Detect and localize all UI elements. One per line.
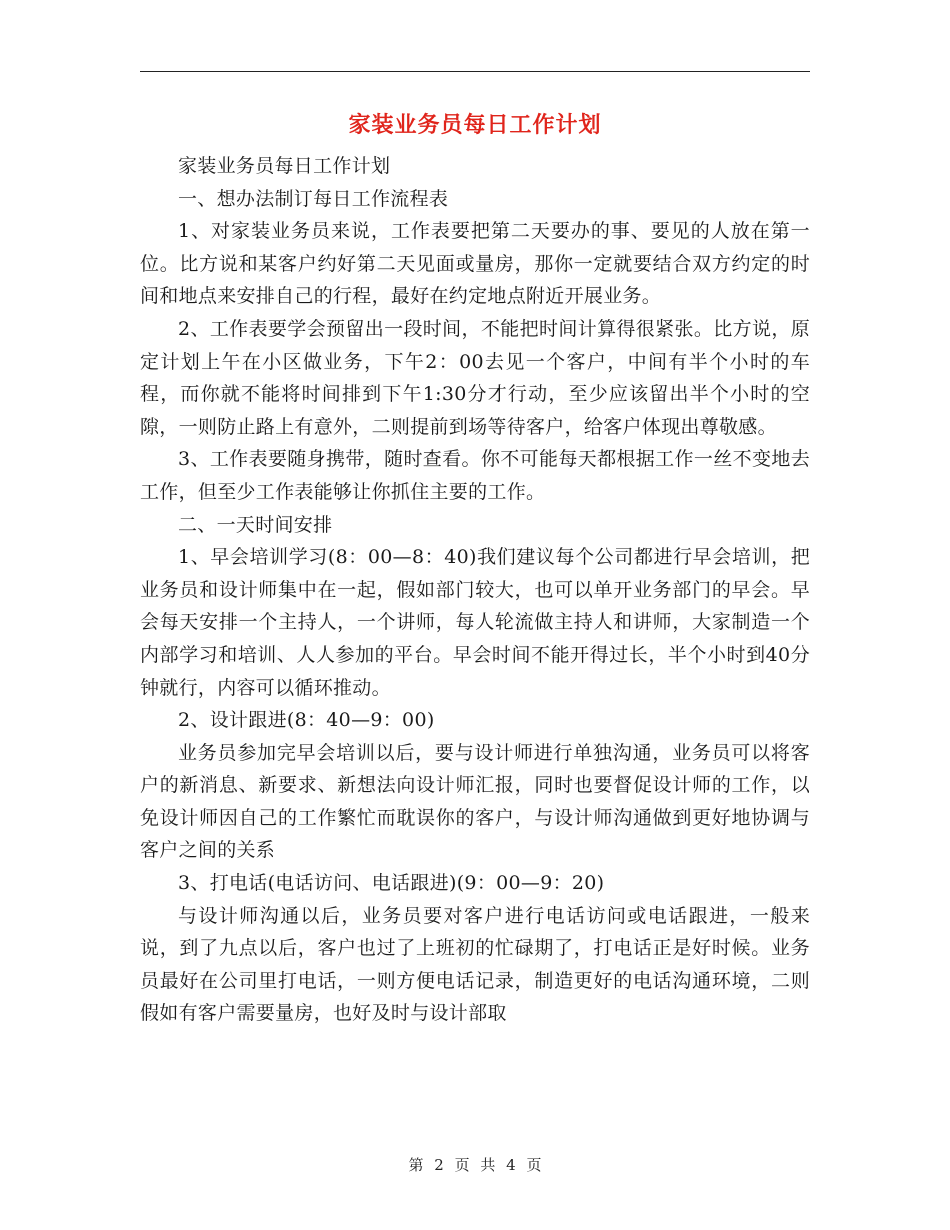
paragraph: 二、一天时间安排 [178,513,333,536]
paragraph: 3、打电话(电话访问、电话跟进)(9：00—9：20) [178,872,605,895]
paragraph: 业务员参加完早会培训以后，要与设计师进行单独沟通，业务员可以将客户的新消息、新要求、新想法向设计师汇报，同时也要督促设计师的工作，以免设计师因自己的工作繁忙而耽误你的客户，与设计师沟通做到更好地协调与客户之间的关系 [140,741,810,862]
paragraph: 2、设计跟进(8：40—9：00) [178,709,435,732]
paragraph: 1、早会培训学习(8：00—8：40)我们建议每个公司都进行早会培训，把业务员和设计师集中在一起，假如部门较大，也可以单开业务部门的早会。早会每天安排一个主持人，一个讲师，每人轮流做主持人和讲师，大家制造一个内部学习和培训、人人参加的平台。早会时间不能开得过长，半个小时到40分钟就行，内容可以循环推动。 [140,546,810,699]
paragraph: 家装业务员每日工作计划 [178,155,391,177]
document-body [140,150,810,1030]
paragraph: 3、工作表要随身携带，随时查看。你不可能每天都根据工作一丝不变地去工作，但至少工作表能够让你抓住主要的工作。 [140,448,810,503]
paragraph: 与设计师沟通以后，业务员要对客户进行电话访问或电话跟进，一般来说，到了九点以后，客户也过了上班初的忙碌期了，打电话正是好时候。业务员最好在公司里打电话，一则方便电话记录，制造更好的电话沟通环境，二则假如有客户需要量房，也好及时与设计部取 [140,904,810,1025]
header-rule [140,71,810,72]
document-title: 家装业务员每日工作计划 [348,113,602,138]
paragraph: 一、想办法制订每日工作流程表 [178,187,449,210]
paragraph: 2、工作表要学会预留出一段时间，不能把时间计算得很紧张。比方说，原定计划上午在小区做业务，下午2：00去见一个客户，中间有半个小时的车程，而你就不能将时间排到下午1:30分才行动，至少应该留出半个小时的空隙，一则防止路上有意外，二则提前到场等待客户，给客户体现出尊敬感。 [140,317,810,438]
page-number: 第 2 页 共 4 页 [408,1156,542,1174]
paragraph: 1、对家装业务员来说，工作表要把第二天要办的事、要见的人放在第一位。比方说和某客户约好第二天见面或量房，那你一定就要结合双方约定的时间和地点来安排自己的行程，最好在约定地点附近开展业务。 [140,220,810,308]
